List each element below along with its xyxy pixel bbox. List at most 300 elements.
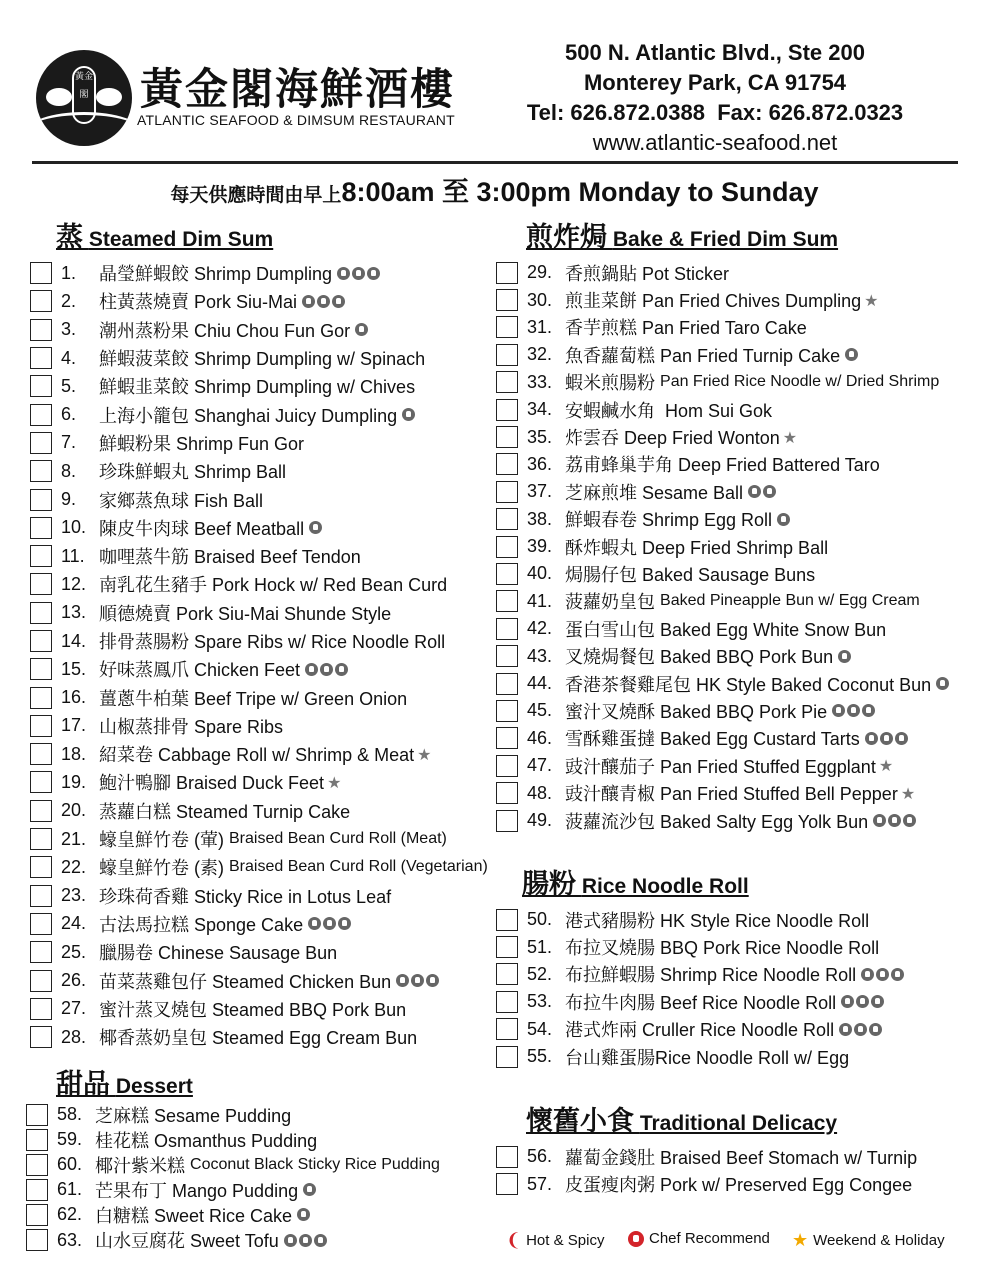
order-checkbox[interactable]: [496, 371, 518, 393]
order-checkbox[interactable]: [496, 1046, 518, 1068]
menu-item: [26, 1152, 440, 1177]
chef-hat-icon: [303, 1183, 316, 1196]
item-name: 陳皮牛肉球 Beef Meatball: [99, 518, 305, 539]
menu-item: [30, 995, 488, 1023]
item-number: 29.: [527, 262, 553, 283]
chef-hat-icon: [396, 974, 409, 987]
chef-hat-icon: [314, 1234, 327, 1247]
order-checkbox[interactable]: [30, 290, 52, 312]
item-number: 61.: [57, 1179, 83, 1200]
section-title-steamed: [56, 215, 273, 254]
order-checkbox[interactable]: [30, 771, 52, 793]
item-name-en: Braised Bean Curd Roll (Meat): [229, 830, 447, 848]
item-name: 芝麻煎堆 Sesame Ball: [565, 482, 744, 503]
order-checkbox[interactable]: [30, 743, 52, 765]
item-name: 蒸蘿白糕 Steamed Turnip Cake: [99, 801, 351, 822]
order-checkbox[interactable]: [26, 1129, 48, 1151]
menu-item: [30, 853, 488, 881]
order-checkbox[interactable]: [496, 426, 518, 448]
item-number: 57.: [527, 1173, 553, 1194]
menu-item: [30, 429, 488, 457]
item-number: 12.: [61, 573, 87, 594]
order-checkbox[interactable]: [30, 262, 52, 284]
item-name: 蠔皇鮮竹卷 (葷): [99, 830, 229, 851]
menu-item: [496, 286, 949, 313]
menu-item: [496, 314, 949, 341]
menu-item: [30, 655, 488, 683]
chef-hat-icon: [299, 1234, 312, 1247]
item-name: 鮮蝦春卷 Shrimp Egg Roll: [565, 510, 773, 531]
chef-hat-icon: [895, 732, 908, 745]
chef-recommend-icons: [307, 521, 322, 534]
item-number: 19.: [61, 771, 87, 792]
item-name: 椰汁紫米糕: [95, 1155, 191, 1176]
chef-hat-icon: [862, 704, 875, 717]
star-icon: ★: [900, 783, 916, 803]
section-title-cn: 煎炸焗: [526, 222, 607, 253]
item-name: 排骨蒸腸粉 Spare Ribs w/ Rice Noodle Roll: [99, 632, 446, 652]
order-checkbox[interactable]: [30, 998, 52, 1020]
menu-item: [496, 933, 904, 960]
chef-hat-icon: [323, 917, 336, 930]
menu-item: [496, 752, 949, 779]
menu-item: [30, 768, 488, 796]
menu-list-traditional: [496, 1143, 917, 1198]
item-number: 2.: [61, 290, 77, 311]
chef-recommend-icons: [303, 663, 348, 676]
order-checkbox[interactable]: [496, 289, 518, 311]
menu-item: [26, 1102, 440, 1127]
item-number: 32.: [527, 344, 553, 365]
item-number: 11.: [61, 545, 85, 566]
item-number: 55.: [527, 1046, 553, 1067]
restaurant-header: [0, 0, 989, 165]
menu-item: [496, 906, 904, 933]
menu-item: [496, 1016, 904, 1043]
order-checkbox[interactable]: [496, 700, 518, 722]
order-checkbox[interactable]: [496, 536, 518, 558]
fish-icon: [46, 88, 72, 106]
menu-item: [30, 627, 488, 655]
menu-item: [496, 1143, 917, 1170]
chef-hat-icon: [865, 732, 878, 745]
item-name: 叉燒焗餐包 Baked BBQ Pork Bun: [565, 647, 834, 668]
order-checkbox[interactable]: [496, 453, 518, 475]
menu-item: [496, 1170, 917, 1197]
order-checkbox[interactable]: [26, 1154, 48, 1176]
menu-item: [30, 712, 488, 740]
order-checkbox[interactable]: [496, 481, 518, 503]
order-checkbox[interactable]: [496, 618, 518, 640]
item-number: 24.: [61, 913, 87, 934]
chef-hat-icon: [352, 267, 365, 280]
item-number: 50.: [527, 909, 553, 930]
order-checkbox[interactable]: [30, 687, 52, 709]
item-name: 香煎鍋貼 Pot Sticker: [565, 263, 730, 284]
item-number: 56.: [527, 1146, 553, 1167]
order-checkbox[interactable]: [30, 347, 52, 369]
chef-recommend-icons: [400, 408, 415, 421]
menu-item: [30, 372, 488, 400]
order-checkbox[interactable]: [496, 399, 518, 421]
chef-hat-icon: [367, 267, 380, 280]
item-name: 臘腸卷 Chinese Sausage Bun: [99, 943, 338, 964]
item-name: 上海小籠包 Shanghai Juicy Dumpling: [99, 405, 398, 426]
menu-list-baked: [496, 259, 949, 834]
menu-list-dessert: [26, 1102, 440, 1253]
order-checkbox[interactable]: [496, 344, 518, 366]
item-name: 南乳花生豬手 Pork Hock w/ Red Bean Curd: [99, 575, 448, 596]
item-number: 38.: [527, 508, 553, 529]
item-number: 39.: [527, 536, 553, 557]
chef-hat-icon: [332, 295, 345, 308]
item-name: 好味蒸鳳爪 Chicken Feet: [99, 660, 301, 681]
item-name: 柱黃蒸燒賣 Pork Siu-Mai: [99, 292, 298, 313]
order-checkbox[interactable]: [496, 909, 518, 931]
chef-hat-icon: [936, 677, 949, 690]
menu-item: [30, 599, 488, 627]
item-number: 15.: [61, 658, 87, 679]
order-checkbox[interactable]: [30, 489, 52, 511]
order-checkbox[interactable]: [30, 573, 52, 595]
item-name: 焗腸仔包 Baked Sausage Buns: [565, 564, 816, 585]
chef-hat-icon: [869, 1023, 882, 1036]
chef-recommend-icons: [353, 323, 368, 336]
menu-item: [30, 514, 488, 542]
chef-hat-icon: [320, 663, 333, 676]
menu-item: [496, 259, 949, 286]
chef-recommend-icons: [300, 295, 345, 308]
star-icon: ★: [792, 1230, 809, 1251]
item-number: 52.: [527, 963, 553, 984]
legend-chef-label: Chef Recommend: [649, 1230, 770, 1247]
order-checkbox[interactable]: [30, 319, 52, 341]
menu-item: [496, 697, 949, 724]
order-checkbox[interactable]: [30, 460, 52, 482]
menu-item: [30, 938, 488, 966]
item-name: 魚香蘿蔔糕 Pan Fried Turnip Cake: [565, 345, 841, 366]
menu-item: [496, 961, 904, 988]
order-checkbox[interactable]: [30, 375, 52, 397]
item-number: 33.: [527, 371, 553, 392]
menu-item: [30, 797, 488, 825]
address-line1: 500 N. Atlantic Blvd., Ste 200: [565, 40, 865, 65]
restaurant-logo: [36, 50, 132, 146]
order-checkbox[interactable]: [496, 963, 518, 985]
item-number: 14.: [61, 630, 87, 651]
menu-item: [496, 615, 949, 642]
item-name: 煎韭菜餅 Pan Fried Chives Dumpling: [565, 291, 862, 312]
item-number: 23.: [61, 885, 87, 906]
item-number: 36.: [527, 453, 553, 474]
item-name: 布拉牛肉腸 Beef Rice Noodle Roll: [565, 992, 837, 1013]
item-name: 古法馬拉糕 Sponge Cake: [99, 914, 304, 935]
star-icon: ★: [782, 427, 798, 447]
order-checkbox[interactable]: [30, 602, 52, 624]
order-checkbox[interactable]: [30, 828, 52, 850]
item-number: 17.: [61, 715, 87, 736]
item-number: 45.: [527, 700, 553, 721]
item-name: 順德燒賣 Pork Siu-Mai Shunde Style: [99, 603, 392, 624]
order-checkbox[interactable]: [496, 755, 518, 777]
restaurant-name-en: ATLANTIC SEAFOOD & DIMSUM RESTAURANT: [137, 112, 455, 128]
star-icon: ★: [864, 290, 879, 310]
order-checkbox[interactable]: [496, 810, 518, 832]
item-number: 37.: [527, 481, 553, 502]
order-checkbox[interactable]: [30, 800, 52, 822]
item-name: 晶瑩鮮蝦餃 Shrimp Dumpling: [99, 264, 333, 285]
section-title-en: Steamed Dim Sum: [88, 228, 274, 251]
menu-list-noodle: [496, 906, 904, 1070]
chef-recommend-icons: [843, 348, 858, 361]
item-name: 椰香蒸奶皇包 Steamed Egg Cream Bun: [99, 1028, 418, 1049]
item-name: 雪酥雞蛋撻 Baked Egg Custard Tarts: [565, 729, 860, 750]
address-line2: Monterey Park, CA 91754: [583, 70, 847, 95]
section-title-cn: 懷舊小食: [526, 1106, 634, 1137]
website-link[interactable]: www.atlantic-seafood.net: [592, 130, 838, 155]
order-checkbox[interactable]: [30, 630, 52, 652]
menu-item: [496, 642, 949, 669]
order-checkbox[interactable]: [496, 645, 518, 667]
chef-hat-icon: [854, 1023, 867, 1036]
menu-item: [496, 588, 949, 615]
item-number: 34.: [527, 399, 553, 420]
order-checkbox[interactable]: [30, 715, 52, 737]
chef-recommend-icons: [775, 513, 790, 526]
chef-recommend-icons: [863, 732, 908, 745]
item-name: 珍珠荷香雞 Sticky Rice in Lotus Leaf: [99, 886, 392, 907]
star-icon: ★: [878, 756, 894, 776]
item-name: 山椒蒸排骨 Spare Ribs: [99, 716, 284, 737]
item-name: 港式豬腸粉 HK Style Rice Noodle Roll: [565, 910, 870, 931]
item-number: 35.: [527, 426, 553, 447]
chef-hat-icon: [838, 650, 851, 663]
menu-item: [30, 683, 488, 711]
chef-hat-icon: [861, 968, 874, 981]
chef-hat-icon: [411, 974, 424, 987]
item-number: 43.: [527, 645, 553, 666]
item-name: 炸雲吞 Deep Fried Wonton: [565, 428, 780, 449]
chef-hat-icon: [426, 974, 439, 987]
order-checkbox[interactable]: [496, 1173, 518, 1195]
section-title-cn: 甜品: [56, 1069, 110, 1100]
section-title-en: Dessert: [115, 1075, 193, 1098]
menu-item: [496, 779, 949, 806]
item-number: 10.: [61, 517, 87, 538]
order-checkbox[interactable]: [30, 404, 52, 426]
order-checkbox[interactable]: [496, 563, 518, 585]
chef-hat-icon: [871, 995, 884, 1008]
order-checkbox[interactable]: [496, 1018, 518, 1040]
item-name: 香芋煎糕 Pan Fried Taro Cake: [565, 318, 807, 339]
legend-star-label: Weekend & Holiday: [813, 1232, 945, 1249]
item-number: 47.: [527, 755, 553, 776]
item-name: 菠蘿流沙包 Baked Salty Egg Yolk Bun: [565, 811, 869, 832]
order-checkbox[interactable]: [30, 1026, 52, 1048]
star-icon: ★: [327, 772, 342, 792]
item-number: 62.: [57, 1204, 83, 1225]
chef-recommend-icons: [859, 968, 904, 981]
order-checkbox[interactable]: [30, 658, 52, 680]
order-checkbox[interactable]: [26, 1229, 48, 1251]
chef-hat-icon: [777, 513, 790, 526]
chef-recommend-icons: [837, 1023, 882, 1036]
order-checkbox[interactable]: [496, 673, 518, 695]
restaurant-name-cn: 黃金閣海鮮酒樓: [140, 65, 455, 115]
item-name: 豉汁釀青椒 Pan Fried Stuffed Bell Pepper: [565, 784, 898, 805]
item-number: 58.: [57, 1104, 83, 1125]
item-number: 30.: [527, 289, 553, 310]
menu-item: [26, 1127, 440, 1152]
hours-en: 8:00am 至 3:00pm Monday to Sunday: [341, 177, 819, 207]
item-number: 63.: [57, 1229, 83, 1250]
legend-chef: [628, 1230, 770, 1247]
item-name: 蜜汁蒸叉燒包 Steamed BBQ Pork Bun: [99, 999, 407, 1020]
chef-recommend-icons: [295, 1208, 310, 1221]
menu-item: [30, 457, 488, 485]
section-title-baked: [526, 215, 838, 254]
section-title-cn: 腸粉: [522, 869, 576, 900]
chef-hat-icon: [338, 917, 351, 930]
chef-hat-icon: [873, 814, 886, 827]
menu-item: [30, 966, 488, 994]
item-name: 布拉叉燒腸 BBQ Pork Rice Noodle Roll: [565, 938, 880, 959]
item-number: 9.: [61, 489, 77, 510]
item-number: 25.: [61, 941, 87, 962]
item-name: 珍珠鮮蝦丸 Shrimp Ball: [99, 462, 287, 483]
chef-hat-icon: [847, 704, 860, 717]
menu-item: [496, 807, 949, 834]
menu-item: [30, 316, 488, 344]
item-name: 香港茶餐雞尾包 HK Style Baked Coconut Bun: [565, 674, 932, 695]
item-number: 21.: [61, 828, 87, 849]
item-number: 6.: [61, 404, 77, 425]
item-name: 蛋白雪山包 Baked Egg White Snow Bun: [565, 619, 887, 640]
order-checkbox[interactable]: [496, 991, 518, 1013]
chef-hat-icon: [891, 968, 904, 981]
section-title-cn: 蒸: [56, 222, 83, 253]
item-name-en: Baked Pineapple Bun w/ Egg Cream: [660, 592, 920, 610]
item-name: 安蝦鹹水角 Hom Sui Gok: [565, 400, 773, 421]
order-checkbox[interactable]: [30, 941, 52, 963]
item-number: 13.: [61, 602, 87, 623]
menu-item: [496, 1043, 904, 1070]
order-checkbox[interactable]: [496, 782, 518, 804]
menu-item: [30, 825, 488, 853]
menu-item: [26, 1202, 440, 1227]
item-name: 咖哩蒸牛筋 Braised Beef Tendon: [99, 547, 361, 568]
item-name: 蜜汁叉燒酥 Baked BBQ Pork Pie: [565, 701, 828, 722]
menu-item: [30, 542, 488, 570]
hours-banner: [0, 170, 989, 209]
order-checkbox[interactable]: [496, 936, 518, 958]
section-title-en: Rice Noodle Roll: [581, 875, 749, 898]
order-checkbox[interactable]: [30, 517, 52, 539]
item-number: 16.: [61, 687, 87, 708]
chef-recommend-icons: [306, 917, 351, 930]
item-name-en: Braised Bean Curd Roll (Vegetarian): [229, 858, 488, 876]
menu-item: [496, 670, 949, 697]
chef-recommend-icons: [394, 974, 439, 987]
order-checkbox[interactable]: [30, 856, 52, 878]
order-checkbox[interactable]: [30, 885, 52, 907]
order-checkbox[interactable]: [30, 970, 52, 992]
chef-hat-icon: [888, 814, 901, 827]
order-checkbox[interactable]: [496, 262, 518, 284]
chef-hat-icon: [317, 295, 330, 308]
menu-item: [30, 740, 488, 768]
chef-hat-icon: [628, 1231, 644, 1247]
order-checkbox[interactable]: [496, 316, 518, 338]
menu-item: [496, 725, 949, 752]
legend-hot: [506, 1230, 604, 1251]
order-checkbox[interactable]: [30, 432, 52, 454]
order-checkbox[interactable]: [30, 913, 52, 935]
item-number: 26.: [61, 970, 87, 991]
chef-hat-icon: [337, 267, 350, 280]
item-name: 苗菜蒸雞包仔 Steamed Chicken Bun: [99, 971, 392, 992]
item-name: 港式炸兩 Cruller Rice Noodle Roll: [565, 1020, 835, 1041]
item-name: 山水豆腐花 Sweet Tofu: [95, 1231, 279, 1252]
item-name-en: Coconut Black Sticky Rice Pudding: [190, 1155, 440, 1173]
order-checkbox[interactable]: [496, 508, 518, 530]
menu-item: [496, 396, 949, 423]
order-checkbox[interactable]: [496, 727, 518, 749]
menu-item: [496, 369, 949, 396]
menu-item: [30, 400, 488, 428]
order-checkbox[interactable]: [26, 1204, 48, 1226]
chef-recommend-icons: [934, 677, 949, 690]
chef-recommend-icons: [836, 650, 851, 663]
chef-hat-icon: [832, 704, 845, 717]
menu-item: [30, 485, 488, 513]
section-title-traditional: [526, 1099, 837, 1138]
order-checkbox[interactable]: [26, 1104, 48, 1126]
item-name: 芝麻糕 Sesame Pudding: [95, 1105, 292, 1126]
item-number: 28.: [61, 1026, 87, 1047]
fish-icon: [96, 88, 122, 106]
chef-recommend-icons: [830, 704, 875, 717]
item-number: 3.: [61, 319, 77, 340]
item-number: 48.: [527, 782, 553, 803]
item-number: 46.: [527, 727, 553, 748]
order-checkbox[interactable]: [496, 1146, 518, 1168]
chef-hat-icon: [302, 295, 315, 308]
item-number: 8.: [61, 460, 77, 481]
chef-hat-icon: [355, 323, 368, 336]
item-number: 44.: [527, 673, 553, 694]
order-checkbox[interactable]: [30, 545, 52, 567]
phone-fax: Tel: 626.872.0388 Fax: 626.872.0323: [526, 100, 904, 125]
item-name: 豉汁釀茄子 Pan Fried Stuffed Eggplant: [565, 756, 876, 777]
order-checkbox[interactable]: [496, 590, 518, 612]
menu-item: [496, 560, 949, 587]
menu-item: [496, 423, 949, 450]
order-checkbox[interactable]: [26, 1179, 48, 1201]
chef-recommend-icons: [839, 995, 884, 1008]
menu-item: [496, 988, 904, 1015]
item-number: 5.: [61, 375, 77, 396]
item-name: 家鄉蒸魚球 Fish Ball: [99, 490, 264, 511]
menu-item: [30, 344, 488, 372]
item-name: 布拉鮮蝦腸 Shrimp Rice Noodle Roll: [565, 965, 857, 986]
item-name: 薑蔥牛柏葉 Beef Tripe w/ Green Onion: [99, 688, 408, 709]
star-icon: ★: [417, 744, 432, 764]
chef-recommend-icons: [282, 1234, 327, 1247]
item-number: 1.: [61, 262, 77, 283]
item-name: 皮蛋瘦肉粥 Pork w/ Preserved Egg Congee: [565, 1175, 913, 1196]
chef-hat-icon: [841, 995, 854, 1008]
